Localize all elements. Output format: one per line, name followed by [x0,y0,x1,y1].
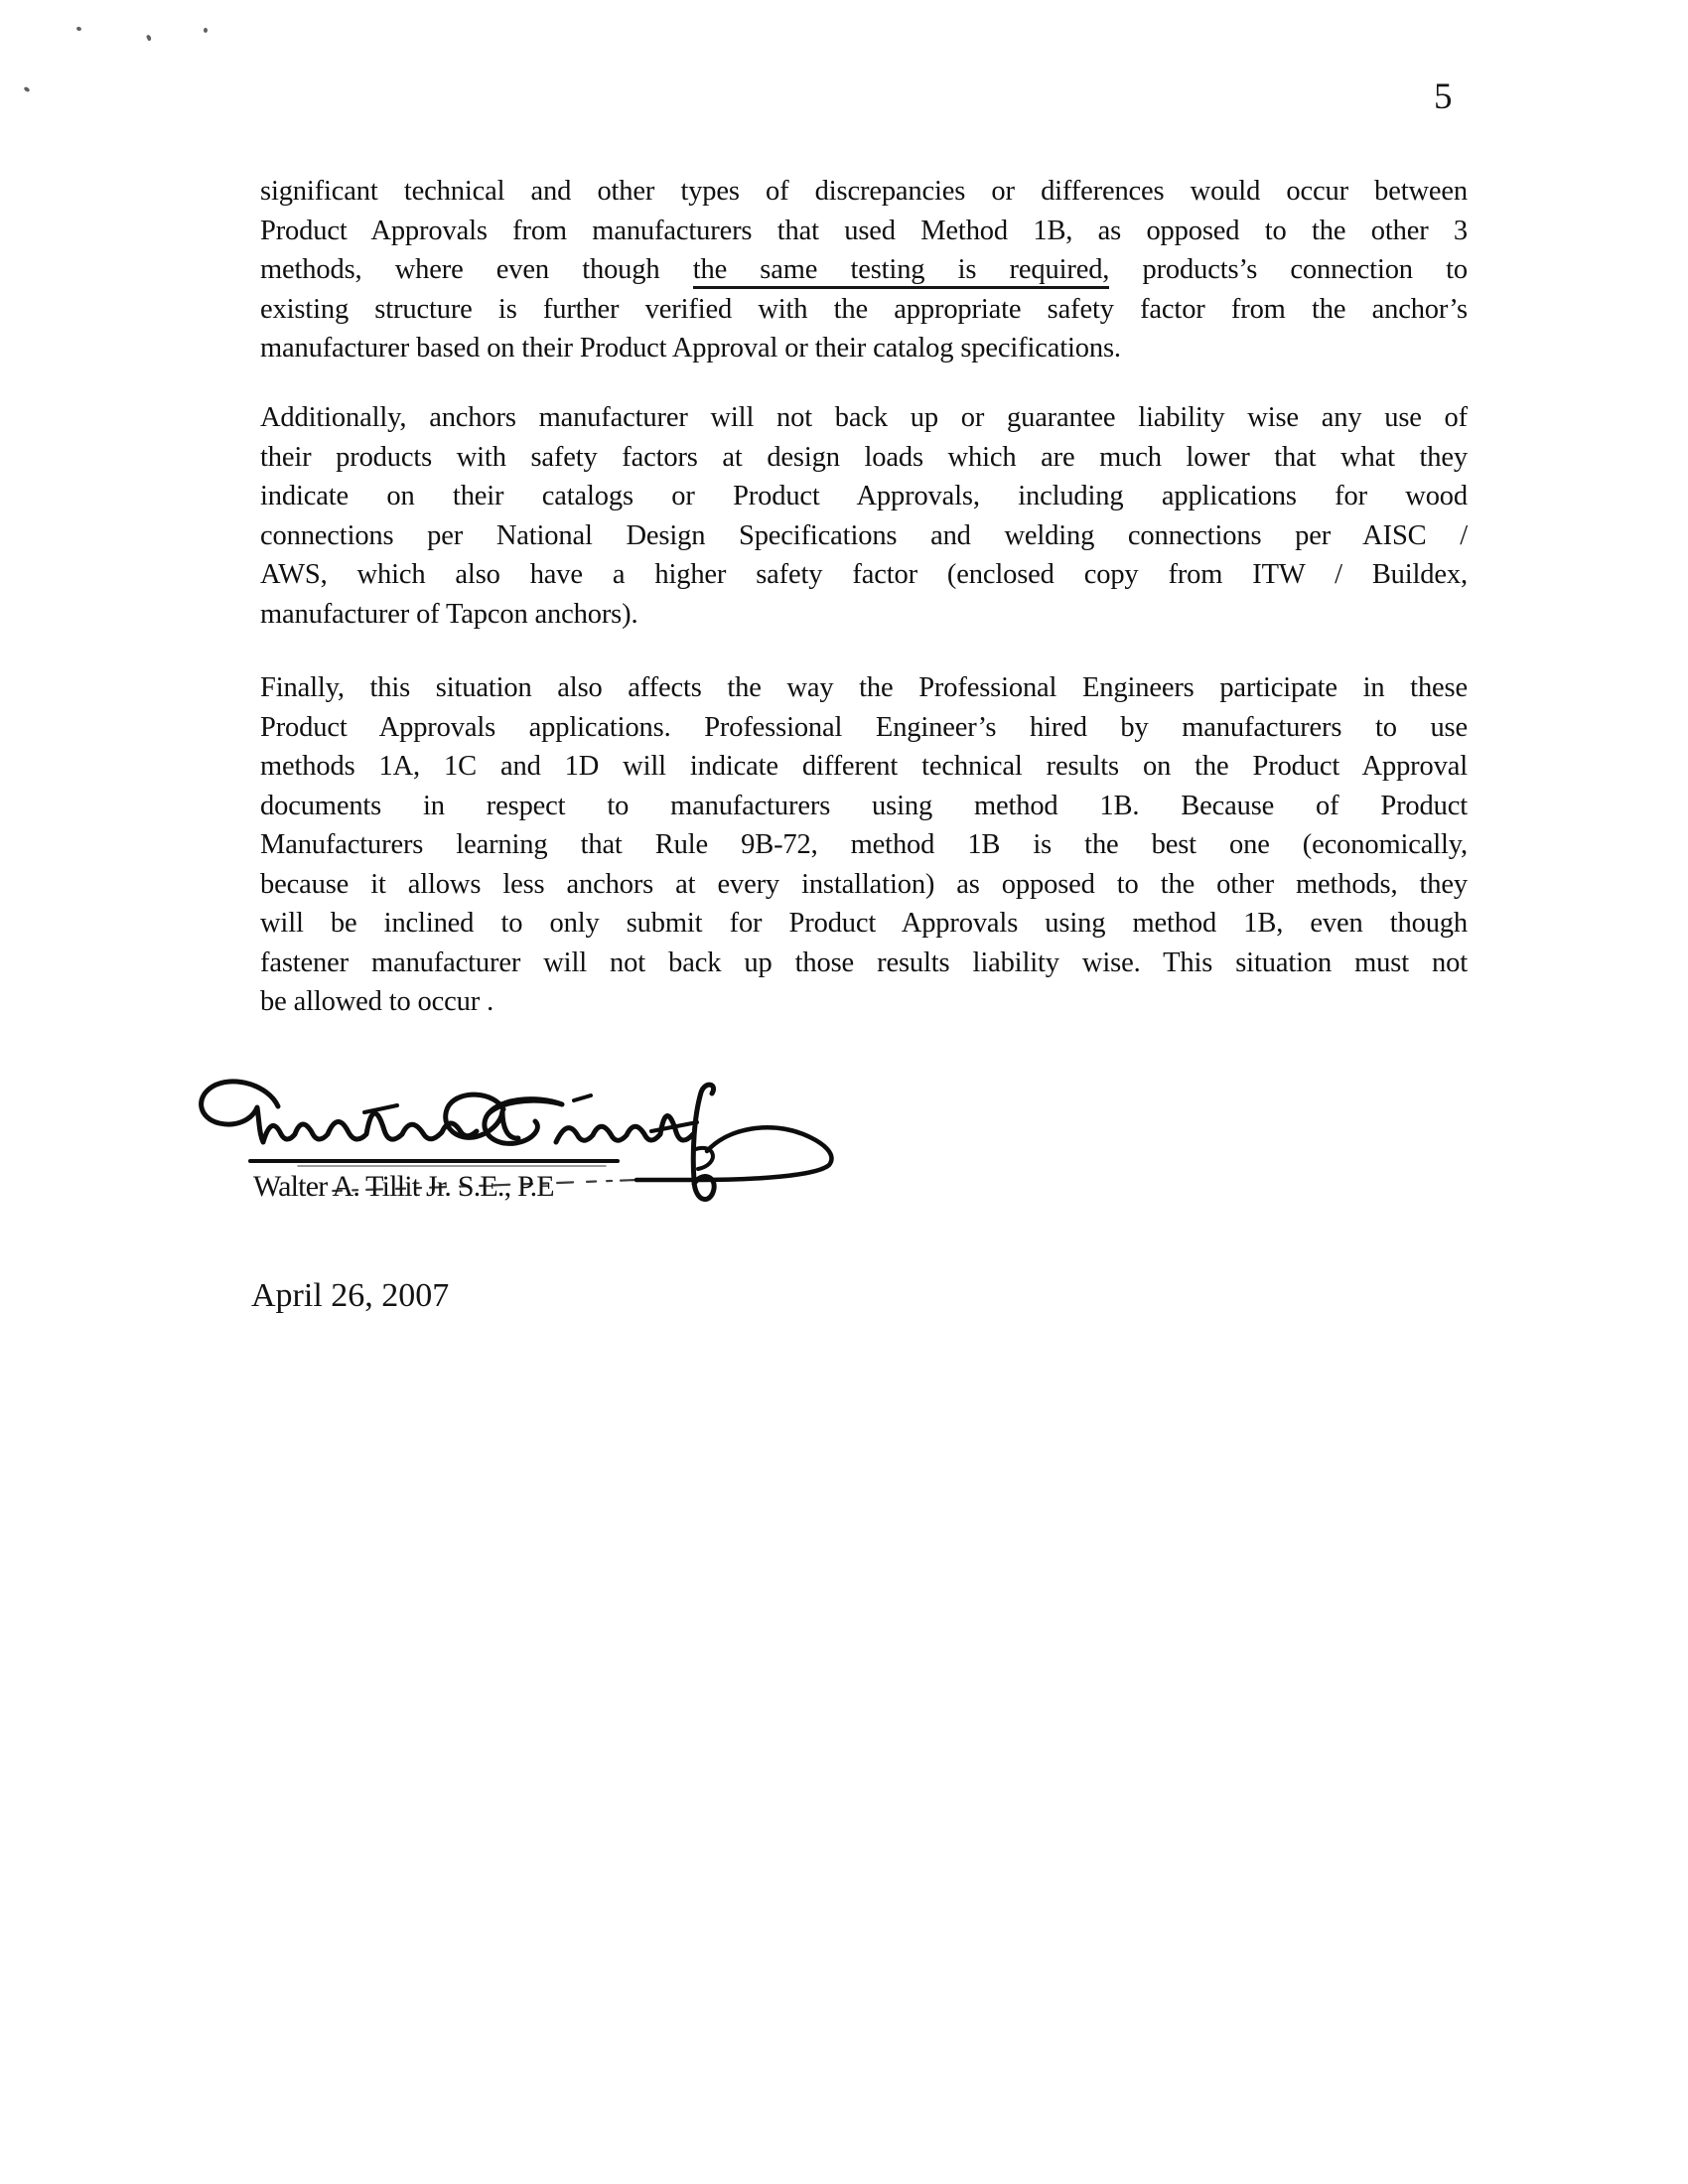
text-line: because it allows less anchors at every installation) as opposed to the other methods, they [260,868,1468,900]
letter-date: April 26, 2007 [251,1277,450,1314]
text-line: indicate on their catalogs or Product Approvals, including applications for wood [260,481,1468,511]
text-segment: methods, where even though [260,254,693,285]
text-line: existing structure is further verified with the appropriate safety factor from the anchor’s [260,293,1468,325]
scan-speckle [75,26,81,31]
paragraph-1 [260,172,1468,368]
text-line: significant technical and other types of discrepancies or differences would occur between [260,176,1468,207]
text-line: documents in respect to manufacturers using method 1B. Because of Product [260,790,1468,821]
scan-speckle [146,34,152,41]
text-line: their products with safety factors at design loads which are much lower that what they [260,441,1468,473]
text-line: manufacturer of Tapcon anchors). [260,598,638,630]
text-line: connections per National Design Specifications and welding connections per AISC / [260,519,1468,551]
text-line: Finally, this situation also affects the way the Professional Engineers participate in these [260,672,1468,703]
text-line: Additionally, anchors manufacturer will not back up or guarantee liability wise any use of [260,402,1468,433]
text-line: will be inclined to only submit for Product Approvals using method 1B, even though [260,908,1468,939]
underlined-phrase: the same testing is required, [693,254,1110,289]
text-line [260,250,1468,290]
paragraph-3 [260,668,1468,1022]
scan-speckle [204,28,208,33]
page-number: 5 [1434,76,1453,117]
signatory-name: Walter A. Tillit Jr. S.E., P.E [253,1170,554,1203]
text-line: be allowed to occur . [260,986,494,1017]
text-line: fastener manufacturer will not back up those results liability wise. This situation must not [260,946,1468,978]
text-line: Manufacturers learning that Rule 9B-72, method 1B is the best one (economically, [260,829,1468,860]
text-line: Product Approvals from manufacturers that used Method 1B, as opposed to the other 3 [260,215,1468,246]
text-line: AWS, which also have a higher safety factor (enclosed copy from ITW / Buildex, [260,559,1468,590]
text-segment: products’s connection to [1109,254,1468,285]
text-line: manufacturer based on their Product Approval or their catalog specifications. [260,333,1121,364]
text-line: methods 1A, 1C and 1D will indicate different technical results on the Product Approval [260,751,1468,782]
scan-speckle [23,86,30,93]
text-line: Product Approvals applications. Professional Engineer’s hired by manufacturers to use [260,711,1468,743]
paragraph-2 [260,398,1468,634]
